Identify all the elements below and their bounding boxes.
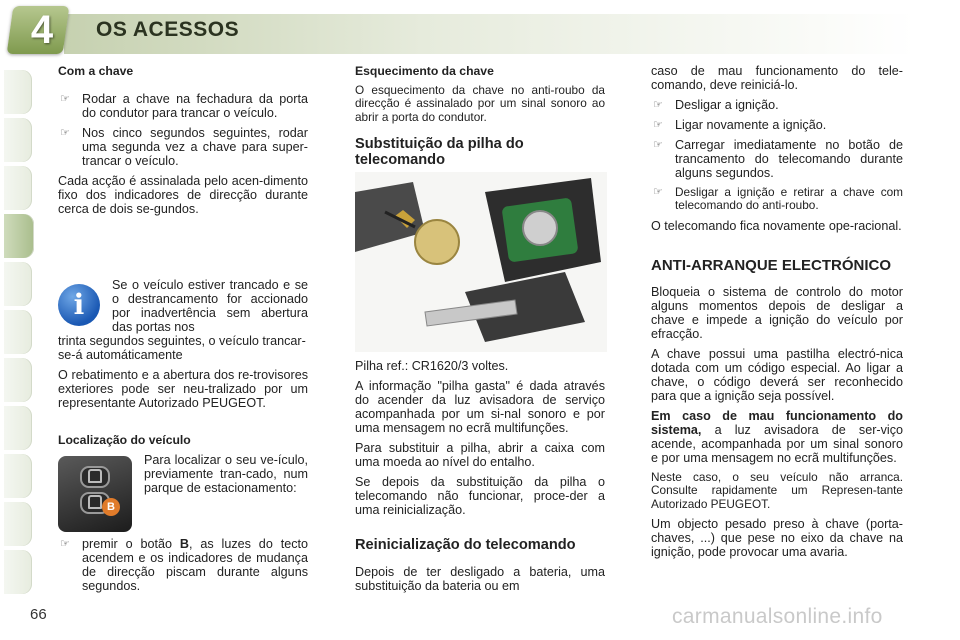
info-icon: i <box>58 284 100 326</box>
section-heading: Substituição da pilha do telecomando <box>355 136 524 169</box>
page-title: OS ACESSOS <box>96 18 240 41</box>
battery-cell <box>523 211 557 245</box>
chapter-tab <box>4 502 32 546</box>
watermark: carmanualsonline.info <box>672 605 883 628</box>
column-left <box>58 64 308 222</box>
list-item: ☞ Desligar a ignição e retirar a chave com telecomando do anti-roubo. <box>653 185 903 213</box>
paragraph: Neste caso, o seu veículo não arranca. Consulte rapidamente um Represen-tante Autorizado PEUGEOT. <box>651 470 903 511</box>
paragraph: A informação "pilha gasta" é dada através do acender da luz avisadora de serviço acompanhada por um si-nal sonoro e por uma mensagem no ecrã multifunções. <box>355 379 605 435</box>
paragraph: O esquecimento da chave no anti-roubo da direcção é assinalado por um sinal sonoro ao abrir a porta do condutor. <box>355 83 605 124</box>
chapter-tab <box>4 118 32 162</box>
column-middle <box>355 64 605 174</box>
hand-pointer-icon: ☞ <box>60 538 70 550</box>
info-note-lead: Se o veículo estiver trancado e se o destrancamento for accionado por inadvertência sem abertura das portas nos <box>112 278 308 334</box>
chapter-tab <box>4 166 32 210</box>
section-heading: ANTI-ARRANQUE ELECTRÓNICO <box>651 257 891 274</box>
paragraph: Em caso de mau funcionamento do sistema, a luz avisadora de ser-viço acende, acompanhada por um sinal sonoro e por uma mensagem no ecrã multifunções. <box>651 409 903 465</box>
chapter-tab <box>4 262 32 306</box>
section-heading: Reinicialização do telecomando <box>355 537 576 553</box>
paragraph: Depois de ter desligado a bateria, uma substituição da bateria ou em <box>355 565 605 593</box>
locate-bullet-wrap <box>58 537 308 599</box>
hand-pointer-icon: ☞ <box>653 186 663 198</box>
list-item: ☞ Carregar imediatamente no botão de trancamento do telecomando durante alguns segundos. <box>653 138 903 180</box>
chapter-tab <box>4 70 32 114</box>
section-heading: Com a chave <box>58 64 134 78</box>
list-item: ☞ Ligar novamente a ignição. <box>653 118 827 132</box>
lock-open-icon <box>88 469 102 483</box>
chapter-tab-strip <box>0 0 44 640</box>
column-middle-lower <box>355 359 605 523</box>
hand-pointer-icon: ☞ <box>60 127 70 139</box>
paragraph: A chave possui uma pastilha electró-nica dotada com um código especial. Ao ligar a chave, o código deverá ser reconhecido para que a ignição seja possível. <box>651 347 903 403</box>
chapter-tab <box>4 358 32 402</box>
hand-pointer-icon: ☞ <box>653 119 663 131</box>
list-item: ☞ Desligar a ignição. <box>653 98 779 112</box>
chapter-tab <box>4 310 32 354</box>
paragraph: Bloqueia o sistema de controlo do motor alguns momentos depois de desligar a chave e impede a ignição do veículo por efracção. <box>651 285 903 341</box>
section-heading: Localização do veículo <box>58 433 191 447</box>
hand-pointer-icon: ☞ <box>653 139 663 151</box>
column-middle-bottom <box>355 537 605 599</box>
paragraph: Um objecto pesado preso à chave (porta-chaves, ...) que pese no eixo da chave na ignição, pode provocar uma avaria. <box>651 517 903 560</box>
chapter-tab <box>4 454 32 498</box>
paragraph: Se depois da substituição da pilha o telecomando não funcionar, proce-der a uma reinicialização. <box>355 475 605 517</box>
coin-battery <box>415 220 459 264</box>
locate-button-b: B <box>102 498 120 516</box>
column-right-lower <box>651 256 903 565</box>
chapter-tab <box>4 406 32 450</box>
paragraph: Pilha ref.: CR1620/3 voltes. <box>355 359 509 373</box>
paragraph: Cada acção é assinalada pelo acen-dimento fixo dos indicadores de direcção durante cerca de dois se-gundos. <box>58 174 308 216</box>
column-right <box>651 64 903 239</box>
list-item: ☞ premir o botão B, as luzes do tecto acendem e os indicadores de mudança de direcção piscam durante alguns segundos. <box>60 537 309 593</box>
info-note-rest: trinta segundos seguintes, o veículo trancar-se-á automáticamente <box>58 334 306 362</box>
paragraph: Para substituir a pilha, abrir a caixa com uma moeda ao nível do entalho. <box>355 441 605 469</box>
paragraph: caso de mau funcionamento do tele-comando, deve reiniciá-lo. <box>651 64 903 92</box>
remote-key-image <box>58 456 132 532</box>
chapter-number: 4 <box>30 8 54 52</box>
paragraph: O telecomando fica novamente ope-racional. <box>651 218 902 233</box>
lock-closed-icon <box>88 495 102 509</box>
list-item: ☞ Rodar a chave na fechadura da porta do condutor para trancar o veículo. <box>60 92 308 120</box>
locate-heading-wrap <box>58 433 308 453</box>
section-heading: Esquecimento da chave <box>355 64 494 78</box>
locate-text: Para localizar o seu ve-ículo, previamente tran-cado, num parque de estacionamento: <box>144 453 308 495</box>
list-item: ☞ Nos cinco segundos seguintes, rodar uma segunda vez a chave para super-trancar o veículo. <box>60 126 308 168</box>
chapter-tab <box>4 550 32 594</box>
hand-pointer-icon: ☞ <box>60 93 70 105</box>
hand-pointer-icon: ☞ <box>653 99 663 111</box>
column-left-lower <box>58 334 308 416</box>
chapter-tab-active <box>4 214 34 258</box>
paragraph: O rebatimento e a abertura dos re-trovisores exteriores pode ser neu-tralizado por um representante Autorizado PEUGEOT. <box>58 368 308 410</box>
page-number: 66 <box>30 606 47 623</box>
remote-battery-illustration <box>355 172 607 352</box>
